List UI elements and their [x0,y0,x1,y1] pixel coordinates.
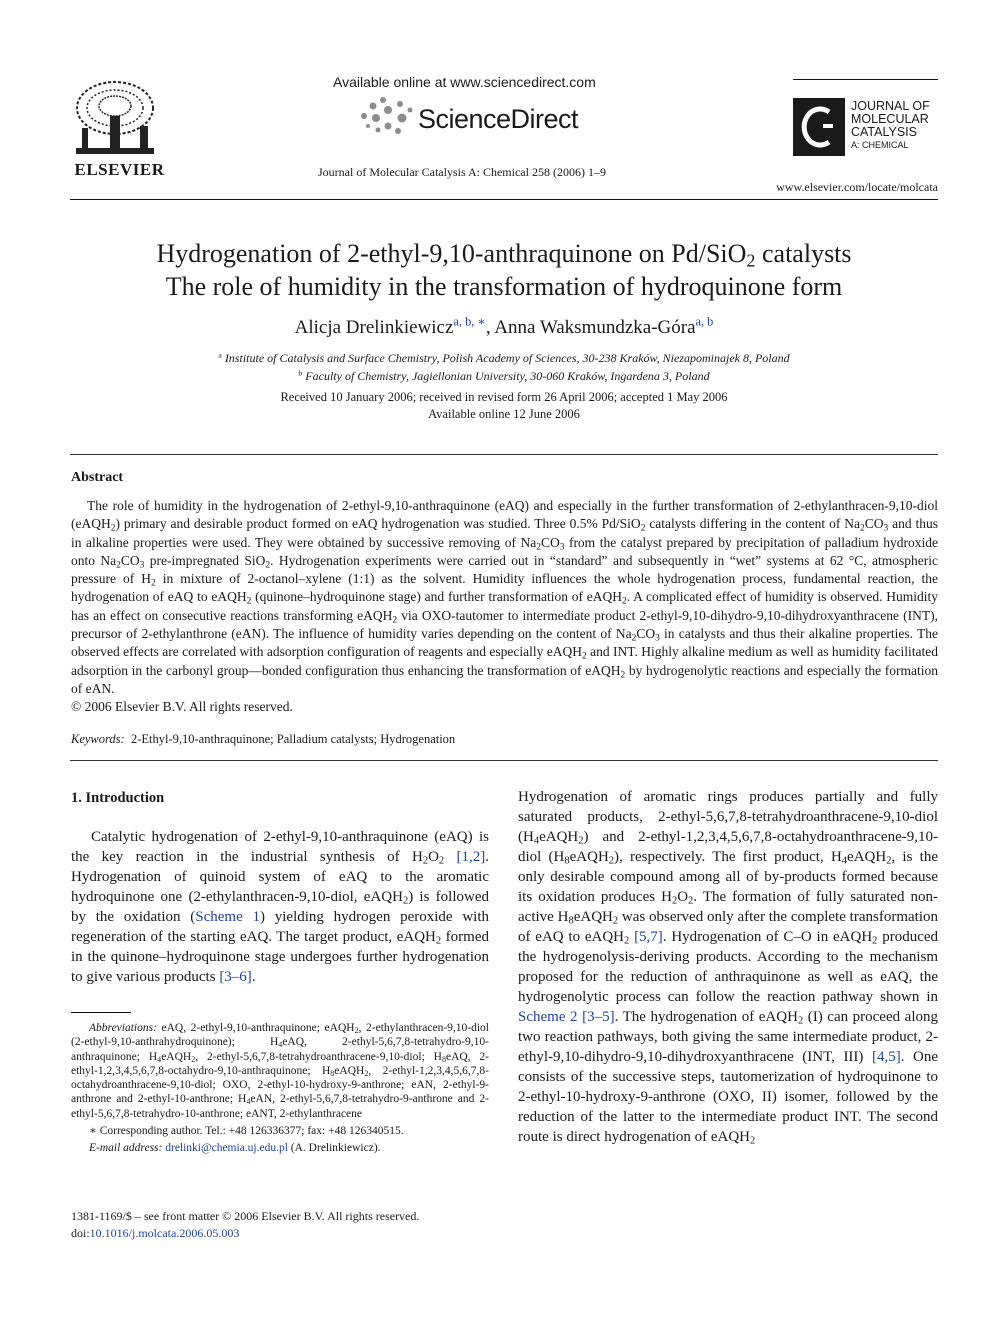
journal-url[interactable]: www.elsevier.com/locate/molcata [776,180,938,194]
doi-link[interactable]: 10.1016/j.molcata.2006.05.003 [89,1226,240,1240]
author-affiliation-marks[interactable]: a, b, ∗ [453,314,486,329]
issn-line: 1381-1169/$ – see front matter © 2006 Elsevier B.V. All rights reserved. [71,1209,420,1223]
abstract-bottom-rule [70,760,938,761]
author-name: Anna Waksmundzka-Góra [494,317,696,338]
publisher-name: ELSEVIER [74,160,165,179]
abstract-heading: Abstract [71,470,124,485]
intro-right-column [518,787,938,1147]
journal-title [851,100,951,152]
email-link[interactable]: drelinki@chemia.uj.edu.pl [165,1142,288,1155]
footnote-rule [71,1012,131,1013]
body-paragraph: Hydrogenation of aromatic rings produces partially and fully saturated products, 2-ethyl-5,6,7,8-tetrahydroanthracene-9,10-diol $(H_4eAQH_2)$ and 2-ethyl-1,2,3,4,5,6,7,8-octahydroanthracene-9,10-diol $(H_8eAQH_2)$, respectively. The first product, $H_4eAQH_2$, is the only desirable compound among all of by-products formed because its oxidation produces $H_2O_2$. The formation of fully saturated non-active $H_8eAQH_2$ was observed only after the complete transformation of eAQ to eAQH$_2$ [5,7]. Hydrogenation of C–O in eAQH$_2$ produced the hydrogenolysis-deriving products. According to the mechanism proposed for the reduction of anthraquinone as well as eAQ, the hydrogenolytic process can follow the reaction pathway shown in Scheme 2 [3–5]. The hydrogenation of eAQH$_2$ (I) can proceed along two reaction pathways, both giving the same intermediate product, 2-ethyl-9,10-dihydro-9,10-dihydroxyanthracene (INT, III) [4,5]. One consists of the successive steps, tautomerization of hydroquinone to 2-ethyl-10-hydroxy-9-anthrone (OXO, II) isomer, followed by the reduction of the latter to the intermediate product INT. The second route is direct hydrogenation of eAQH$_2$ [518,789,939,1147]
doi-line: doi:10.1016/j.molcata.2006.05.003 [71,1226,240,1240]
body-paragraph: Catalytic hydrogenation of 2-ethyl-9,10-anthraquinone (eAQ) is the key reaction in the industrial synthesis of $H_2O_2$ [1,2]. Hydrogenation of quinoid system of eAQ to the aromatic hydroquinone one (2-ethylanthracen-9,10-diol, eAQH$_2$) is followed by the oxidation (Scheme 1) yielding hydrogen peroxide with regeneration of the starting eAQ. The target product, eAQH$_2$ formed in the quinone–hydroquinone stage undergoes further hydrogenation to give various products [3–6]. [71,829,490,985]
journal-title-line: JOURNAL OF [851,99,930,113]
journal-title-line: CATALYSIS [851,125,917,139]
author-name: Alicja Drelinkiewicz [294,317,454,338]
available-online-text: Available online at www.sciencedirect.com [333,74,596,90]
abbreviations-footnote: Abbreviations: eAQ, 2-ethyl-9,10-anthraquinone; eAQH$_2$, 2-ethylanthracen-9,10-diol (2-ethyl-9,10-anthrahydroquinone); $H_4eAQ$, 2-ethyl-5,6,7,8-tetrahydro-9,10-anthraquinone; $H_4eAQH_2$, 2-ethyl-5,6,7,8-tetrahydroanthracene-9,10-diol; $H_8eAQ$, 2-ethyl-1,2,3,4,5,6,7,8-octahydro-9,10-anthraquinone; $H_8eAQH_2$, 2-ethyl-1,2,3,4,5,6,7,8-octahydroanthracene-9,10-diol; OXO, 2-ethyl-10-hydroxy-9-anthrone; eAN, 2-ethyl-9-anthrone and 2-ethyl-10-anthrone; $H_4eAN$, 2-ethyl-5,6,7,8-tetrahydro-9-anthrone and 2-ethyl-5,6,7,8-tetrahydro-10-anthrone; eANT, 2-ethylanthracene [71,1022,490,1120]
header-rule [70,199,938,200]
journal-reference: Journal of Molecular Catalysis A: Chemical 258 (2006) 1–9 [318,165,606,179]
section-heading: 1. Introduction [71,790,165,806]
abstract-top-rule [70,454,938,455]
abstract-copyright: © 2006 Elsevier B.V. All rights reserved. [71,699,293,715]
corresponding-author-footnote: ∗ Corresponding author. Tel.: +48 126336377; fax: +48 126340515. [89,1125,404,1138]
email-footnote: E-mail address: drelinki@chemia.uj.edu.pl (A. Drelinkiewicz). [89,1142,381,1155]
received-dates: Received 10 January 2006; received in revised form 26 April 2006; accepted 1 May 2006 [280,390,728,404]
article-title [0,237,992,303]
affiliation-b: $^b$ Faculty of Chemistry, Jagiellonian University, 30-060 Kraków, Ingardena 3, Poland [298,368,710,383]
available-date: Available online 12 June 2006 [428,407,580,421]
title-line-1: Hydrogenation of 2-ethyl-9,10-anthraquinone on Pd/SiO$_2$ catalysts [156,239,852,271]
author-list: Alicja Drelinkiewicz$^{a, b, ∗}$, Anna Waksmundzka-Góra$^{a, b}$ [294,314,714,338]
keywords: Keywords: 2-Ethyl-9,10-anthraquinone; Palladium catalysts; Hydrogenation [71,732,456,746]
intro-left-column [71,827,489,987]
affiliation-a: $^a$ Institute of Catalysis and Surface Chemistry, Polish Academy of Sciences, 30-238 Kraków, Niezapominajek 8, Poland [218,350,790,365]
sciencedirect-dots-icon [358,96,416,136]
footnotes [71,1021,489,1159]
page-footer [71,1208,419,1242]
journal-title-line: MOLECULAR [851,112,929,126]
elsevier-tree-logo [68,78,162,158]
sciencedirect-wordmark: ScienceDirect [418,104,579,134]
journal-cover-logo [793,98,845,156]
author-affiliation-marks[interactable]: a, b [695,314,714,329]
journal-title-section: A: CHEMICAL [851,140,909,150]
abstract-body [71,497,938,717]
title-line-2: The role of humidity in the transformation of hydroquinone form [165,272,843,301]
abstract-paragraph: The role of humidity in the hydrogenation of 2-ethyl-9,10-anthraquinone (eAQ) and especially in the further transformation of 2-ethylanthracen-9,10-diol (eAQH$_2$) primary and desirable product formed on eAQ hydrogenation was studied. Three 0.5% Pd/SiO$_2$ catalysts differing in the content of $Na_2CO_3$ and thus in alkaline properties were used. They were obtained by successive removing of $Na_2CO_3$ from the catalyst prepared by precipitation of palladium hydroxide onto $Na_2CO_3$ pre-impregnated SiO$_2$. Hydrogenation experiments were carried out in “standard” and subsequently in “wet” systems at 62 °C, atmospheric pressure of $H_2$ in mixture of 2-octanol–xylene (1:1) as the solvent. Humidity influences the whole hydrogenation process, fundamental reaction, the hydrogenation of eAQ to eAQH$_2$ (quinone–hydroquinone stage) and further transformation of eAQH$_2$. A complicated effect of humidity is observed. Humidity has an effect on consecutive reactions transforming eAQH$_2$ via OXO-tautomer to intermediate product 2-ethyl-9,10-dihydro-9,10-dihydroxyanthracene (INT), precursor of 2-ethylanthrone (eAN). The influence of humidity varies depending on the content of $Na_2CO_3$ in catalysts and thus their alkaline properties. The observed effects are correlated with adsorption configuration of reagents and especially eAQH$_2$ and INT. Highly alkaline medium as well as humidity facilitated adsorption in the carbonyl group—bonded configuration thus enhancing the transformation of eAQH$_2$ by hydrogenolytic reactions and especially the formation of eAN. [71,498,938,696]
journal-logo-rule [793,79,938,80]
